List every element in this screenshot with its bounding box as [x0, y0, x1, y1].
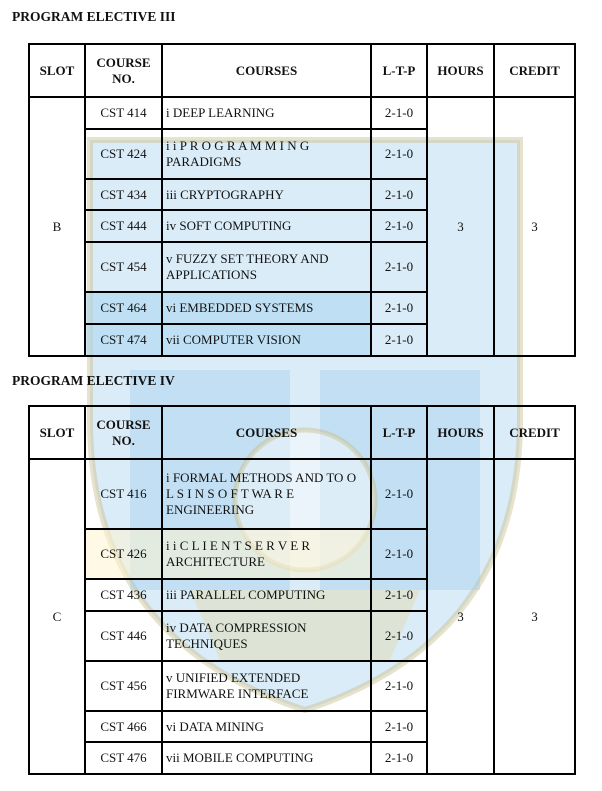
course-no-cell: CST 464 [85, 292, 162, 324]
ltp-cell: 2-1-0 [371, 179, 427, 210]
course-name-cell: iii PARALLEL COMPUTING [162, 579, 371, 611]
elective-3-table [28, 43, 576, 357]
course-no-cell: CST 416 [85, 459, 162, 529]
course-no-cell: CST 446 [85, 611, 162, 661]
credit-cell: 3 [494, 97, 575, 356]
ltp-cell: 2-1-0 [371, 711, 427, 742]
course-name-cell: v FUZZY SET THEORY AND APPLICATIONS [162, 242, 371, 292]
header-slot: SLOT [29, 406, 85, 459]
course-name-cell: vi DATA MINING [162, 711, 371, 742]
hours-cell: 3 [427, 459, 494, 774]
course-name-cell: i i C L I E N T S E R V E R ARCHITECTURE [162, 529, 371, 579]
course-no-cell: CST 426 [85, 529, 162, 579]
header-credit: CREDIT [494, 406, 575, 459]
header-courses: COURSES [162, 44, 371, 97]
slot-cell: C [29, 459, 85, 774]
elective-4-title: PROGRAM ELECTIVE IV [12, 373, 175, 388]
ltp-cell: 2-1-0 [371, 742, 427, 774]
ltp-cell: 2-1-0 [371, 129, 427, 179]
course-name-cell: iv DATA COMPRESSION TECHNIQUES [162, 611, 371, 661]
course-name-cell: iii CRYPTOGRAPHY [162, 179, 371, 210]
course-no-cell: CST 476 [85, 742, 162, 774]
course-no-cell: CST 414 [85, 97, 162, 129]
header-row [29, 406, 575, 459]
header-course-no: COURSE NO. [85, 406, 162, 459]
ltp-cell: 2-1-0 [371, 292, 427, 324]
ltp-cell: 2-1-0 [371, 324, 427, 356]
header-row [29, 44, 575, 97]
header-hours: HOURS [427, 44, 494, 97]
course-no-cell: CST 456 [85, 661, 162, 711]
course-name-cell: iv SOFT COMPUTING [162, 210, 371, 242]
course-no-cell: CST 466 [85, 711, 162, 742]
hours-cell: 3 [427, 97, 494, 356]
header-credit: CREDIT [494, 44, 575, 97]
course-no-cell: CST 474 [85, 324, 162, 356]
course-no-cell: CST 436 [85, 579, 162, 611]
ltp-cell: 2-1-0 [371, 242, 427, 292]
ltp-cell: 2-1-0 [371, 459, 427, 529]
elective-4-table [28, 405, 576, 775]
course-name-cell: vi EMBEDDED SYSTEMS [162, 292, 371, 324]
table-row [29, 459, 575, 529]
ltp-cell: 2-1-0 [371, 529, 427, 579]
credit-cell: 3 [494, 459, 575, 774]
header-ltp: L-T-P [371, 406, 427, 459]
course-name-cell: vii COMPUTER VISION [162, 324, 371, 356]
course-no-cell: CST 444 [85, 210, 162, 242]
ltp-cell: 2-1-0 [371, 661, 427, 711]
header-slot: SLOT [29, 44, 85, 97]
course-no-cell: CST 424 [85, 129, 162, 179]
elective-3-title: PROGRAM ELECTIVE III [12, 9, 176, 24]
course-name-cell: i DEEP LEARNING [162, 97, 371, 129]
course-name-cell: vii MOBILE COMPUTING [162, 742, 371, 774]
header-hours: HOURS [427, 406, 494, 459]
course-name-cell: v UNIFIED EXTENDED FIRMWARE INTERFACE [162, 661, 371, 711]
header-course-no: COURSE NO. [85, 44, 162, 97]
ltp-cell: 2-1-0 [371, 97, 427, 129]
table-row [29, 97, 575, 129]
ltp-cell: 2-1-0 [371, 611, 427, 661]
course-name-cell: i i P R O G R A M M I N G PARADIGMS [162, 129, 371, 179]
ltp-cell: 2-1-0 [371, 579, 427, 611]
header-courses: COURSES [162, 406, 371, 459]
header-ltp: L-T-P [371, 44, 427, 97]
course-no-cell: CST 454 [85, 242, 162, 292]
course-name-cell: i FORMAL METHODS AND TO O L S I N S O F T WA R E ENGINEERING [162, 459, 371, 529]
ltp-cell: 2-1-0 [371, 210, 427, 242]
slot-cell: B [29, 97, 85, 356]
course-no-cell: CST 434 [85, 179, 162, 210]
